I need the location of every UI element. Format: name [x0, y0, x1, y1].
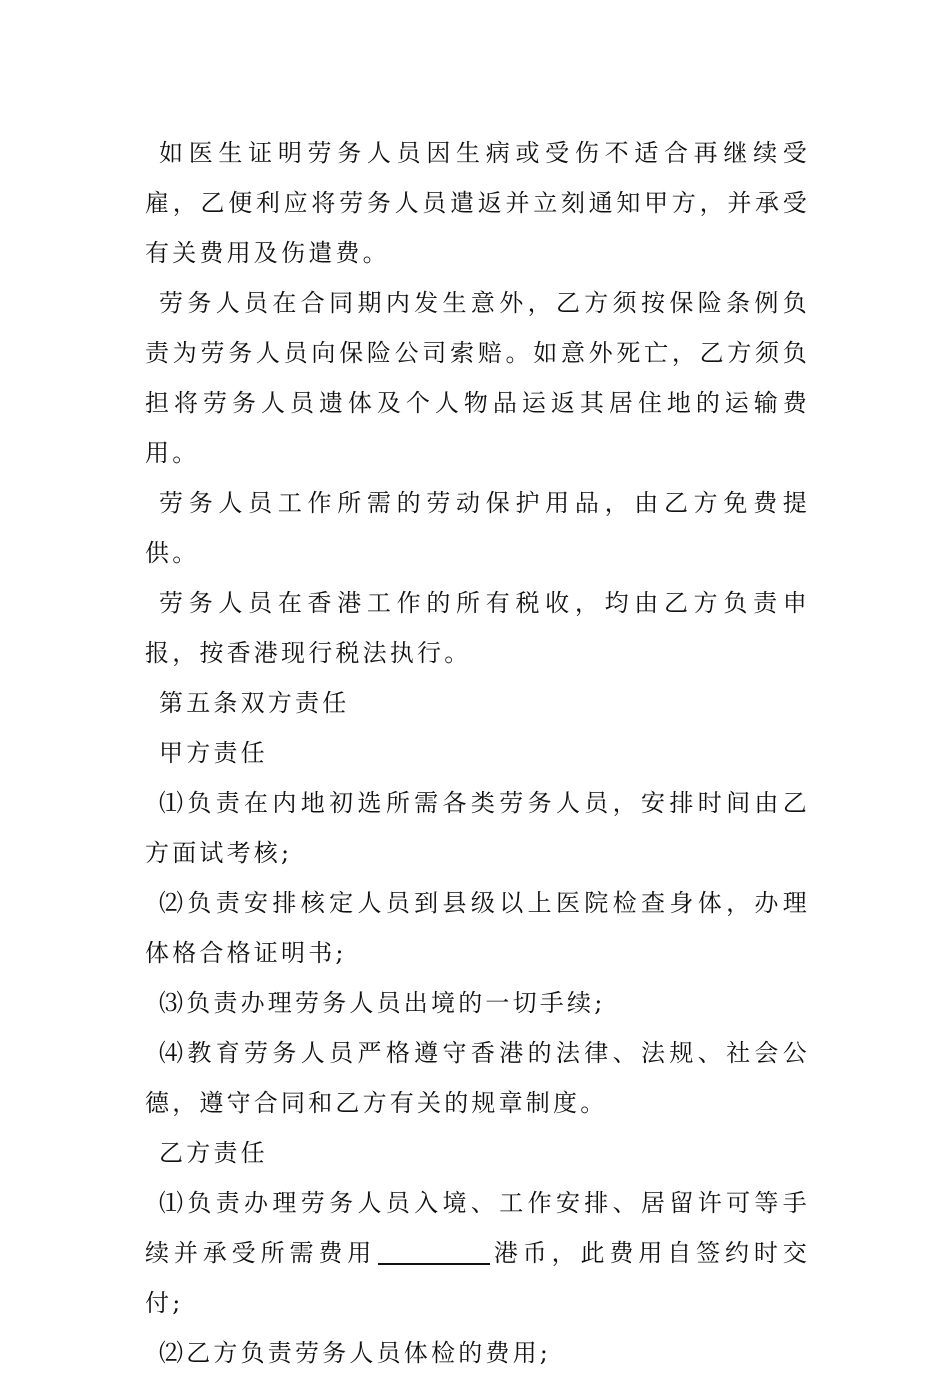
paragraph-accident-insurance: 劳务人员在合同期内发生意外，乙方须按保险条例负责为劳务人员向保险公司索赔。如意外死亡，乙方须负担将劳务人员遗体及个人物品运返其居住地的运输费用。	[145, 289, 810, 467]
party-a-item-2: ⑵负责安排核定人员到县级以上医院检查身体，办理体格合格证明书;	[145, 889, 810, 967]
party-a-heading: 甲方责任	[159, 739, 268, 767]
party-a-item-1: ⑴负责在内地初选所需各类劳务人员，安排时间由乙方面试考核;	[145, 789, 810, 867]
fee-clause-after: 港币，此费用自签约时交付;	[145, 1239, 810, 1317]
party-a-item-3: ⑶负责办理劳务人员出境的一切手续;	[159, 989, 606, 1017]
paragraph-protective-equipment: 劳务人员工作所需的劳动保护用品，由乙方免费提供。	[145, 489, 810, 567]
fee-clause-before: ⑴负责办理劳务人员入境、工作安排、居留许可等手续并承受所需费用	[145, 1189, 810, 1267]
article-five-heading: 第五条双方责任	[159, 689, 350, 717]
party-b-item-2: ⑵乙方负责劳务人员体检的费用;	[159, 1339, 552, 1367]
party-b-item-1	[145, 1178, 810, 1328]
party-a-item-4: ⑷教育劳务人员严格遵守香港的法律、法规、社会公德，遵守合同和乙方有关的规章制度。	[145, 1039, 810, 1117]
document-body	[145, 128, 810, 1378]
paragraph-illness-repatriation: 如医生证明劳务人员因生病或受伤不适合再继续受雇，乙便利应将劳务人员遣返并立刻通知甲方，并承受有关费用及伤遣费。	[145, 139, 810, 267]
party-b-heading: 乙方责任	[159, 1139, 268, 1167]
paragraph-taxation: 劳务人员在香港工作的所有税收，均由乙方负责申报，按香港现行税法执行。	[145, 589, 810, 667]
fee-amount-blank	[378, 1235, 490, 1265]
